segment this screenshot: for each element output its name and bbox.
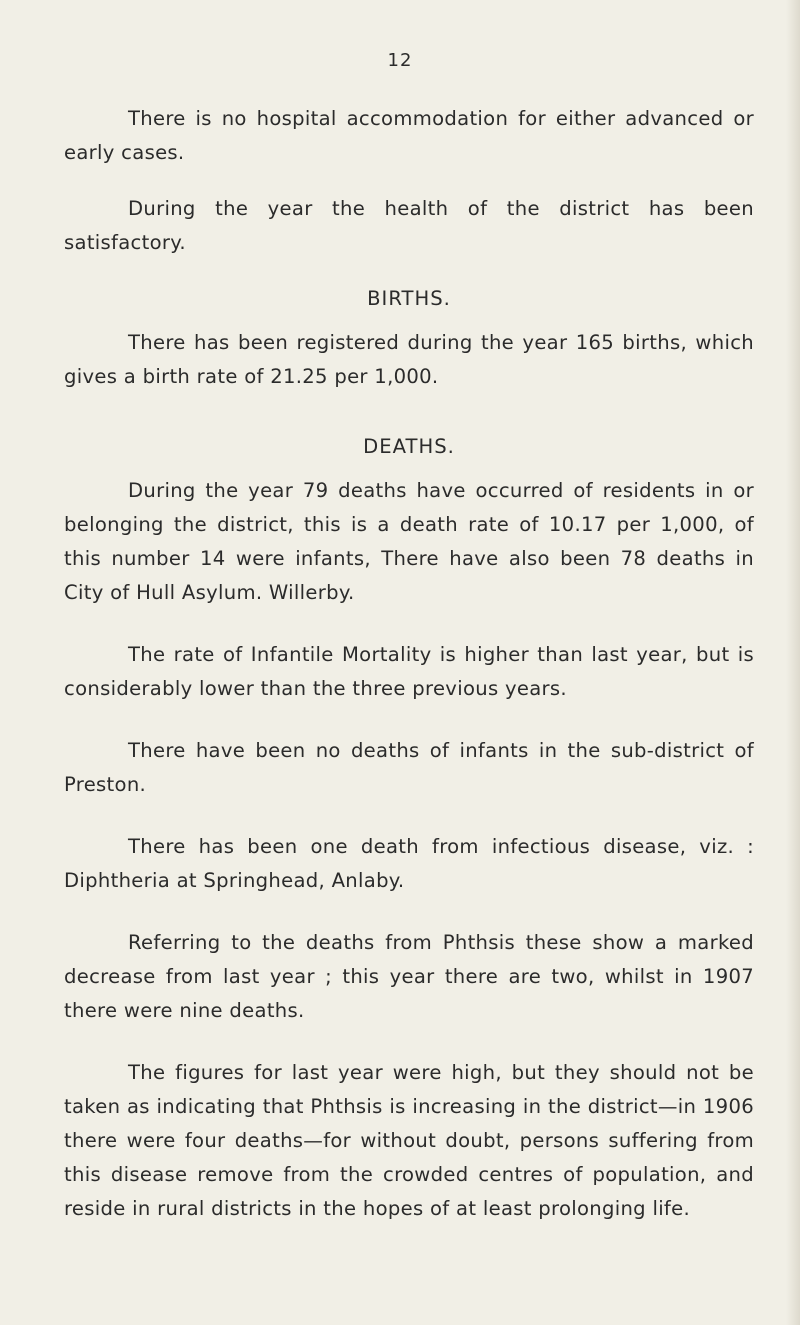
heading-deaths: DEATHS. (363, 435, 455, 458)
paragraph-deaths: During the year 79 deaths have occurred of residents in or belonging the district, this is a death rate of 10.17 per 1,000, of this number 14 were infants, There have also been 78 deaths in City of Hull Asylum. Willerby. (64, 479, 754, 604)
paragraph-figures: The figures for last year were high, but they should not be taken as indicating that Phthsis is increasing in the district—in 1906 there were four deaths—for without doubt, persons suffering from this disease remove from the crowded centres of population, and reside in rural districts in the hopes of at least prolonging life. (64, 1061, 754, 1220)
page-edge-shadow (786, 0, 800, 1325)
paragraph-phthsis: Referring to the deaths from Phthsis these show a marked decrease from last year ; this year there are two, whilst in 1907 there were nine deaths. (64, 931, 754, 1022)
paragraph-hospital: There is no hospital accommodation for either advanced or early cases. (64, 107, 754, 164)
heading-births: BIRTHS. (367, 287, 451, 310)
document-body (64, 102, 754, 1226)
page-number: 12 (387, 50, 413, 71)
paragraph-preston: There have been no deaths of infants in the sub-district of Preston. (64, 739, 754, 796)
paragraph-infectious-disease: There has been one death from infectious disease, viz. : Diphtheria at Springhead, Anlaby. (64, 835, 754, 892)
paragraph-births: There has been registered during the year 165 births, which gives a birth rate of 21.25 per 1,000. (64, 331, 754, 388)
paragraph-infantile-mortality: The rate of Infantile Mortality is higher than last year, but is considerably lower than the three previous years. (64, 643, 754, 700)
paragraph-health: During the year the health of the district has been satisfactory. (64, 197, 754, 254)
